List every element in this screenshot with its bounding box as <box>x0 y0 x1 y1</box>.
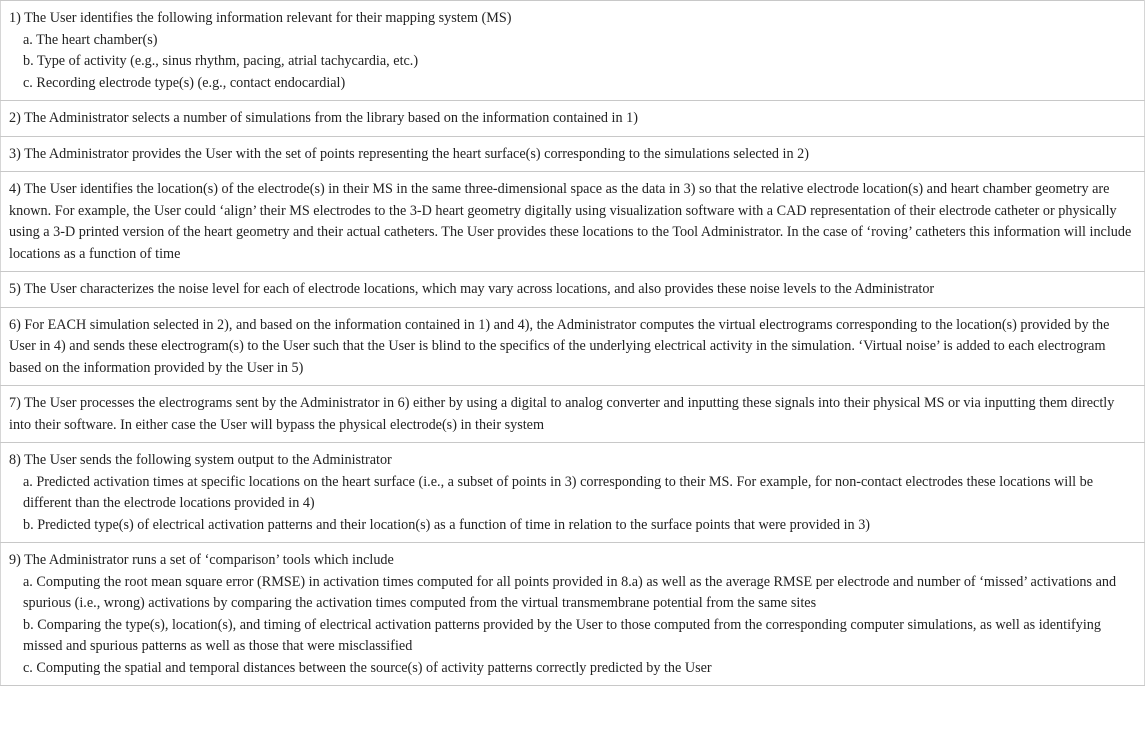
step-cell <box>1 443 1145 543</box>
step-row-8 <box>1 443 1145 543</box>
step-9-text: 9) The Administrator runs a set of ‘comparison’ tools which include <box>9 552 394 568</box>
step-row-3 <box>1 136 1145 172</box>
step-cell <box>1 272 1145 308</box>
step-9c-text: c. Computing the spatial and temporal distances between the source(s) of activity patterns correctly predicted by the User <box>23 659 712 676</box>
step-6-text: 6) For EACH simulation selected in 2), and based on the information contained in 1) and 4), the Administrator computes the virtual electrograms corresponding to the location(s) provided by the User in 4) and sends these electrogram(s) to the User such that the User is blind to the specifics of the underlying electrical activity in the simulation. ‘Virtual noise’ is added to each electrogram based on the information provided by the User in 5) <box>9 316 1110 376</box>
step-cell <box>1 1 1145 101</box>
step-9a-text: a. Computing the root mean square error (RMSE) in activation times computed for all points provided in 8.a) as well as the average RMSE per electrode and number of ‘missed’ activations and spurious (i.e., wrong) activations by comparing the activation times computed from the virtual transmembrane potential from the same sites <box>23 573 1117 611</box>
step-row-5 <box>1 272 1145 308</box>
step-1a-text: a. The heart chamber(s) <box>23 31 158 48</box>
step-row-2 <box>1 101 1145 137</box>
step-2-text: 2) The Administrator selects a number of simulations from the library based on the information contained in 1) <box>9 110 638 126</box>
step-3-text: 3) The Administrator provides the User with the set of points representing the heart surface(s) corresponding to the simulations selected in 2) <box>9 145 809 162</box>
step-cell <box>1 101 1145 137</box>
step-8-text: 8) The User sends the following system output to the Administrator <box>9 452 392 468</box>
step-row-1 <box>1 1 1145 101</box>
step-9b-text: b. Comparing the type(s), location(s), and timing of electrical activation patterns provided by the User to those computed from the corresponding computer simulations, as well as identifying missed and spurious patterns as well as those that were misclassified <box>23 616 1101 654</box>
step-cell <box>1 172 1145 272</box>
step-row-7 <box>1 386 1145 443</box>
step-8a-text: a. Predicted activation times at specific locations on the heart surface (i.e., a subset of points in 3) corresponding to their MS. For example, for non-contact electrodes these locations will be different than the electrode locations provided in 4) <box>23 473 1094 511</box>
step-1c-text: c. Recording electrode type(s) (e.g., contact endocardial) <box>23 74 346 91</box>
step-row-4 <box>1 172 1145 272</box>
step-1-text: 1) The User identifies the following information relevant for their mapping system (MS) <box>9 10 512 26</box>
step-cell <box>1 543 1145 686</box>
step-7-text: 7) The User processes the electrograms sent by the Administrator in 6) either by using a digital to analog converter and inputting these signals into their physical MS or via inputting them directly into their software. In either case the User will bypass the physical electrode(s) in their system <box>9 395 1115 433</box>
step-cell <box>1 136 1145 172</box>
step-8b-text: b. Predicted type(s) of electrical activation patterns and their location(s) as a function of time in relation to the surface points that were provided in 3) <box>23 516 871 533</box>
step-5-text: 5) The User characterizes the noise level for each of electrode locations, which may vary across locations, and also provides these noise levels to the Administrator <box>9 281 935 297</box>
step-cell <box>1 307 1145 386</box>
step-row-6 <box>1 307 1145 386</box>
step-4-text: 4) The User identifies the location(s) of the electrode(s) in their MS in the same three-dimensional space as the data in 3) so that the relative electrode location(s) and heart chamber geometry are known. For example, the User could ‘align’ their MS electrodes to the 3-D heart geometry digitally using visualization software with a CAD representation of their electrode catheter or physically using a 3-D printed version of the heart geometry and their actual catheters. The User provides these locations to the Tool Administrator. In the case of ‘roving’ catheters this information will include locations as a function of time <box>9 181 1132 262</box>
step-cell <box>1 386 1145 443</box>
step-row-9 <box>1 543 1145 686</box>
step-1b-text: b. Type of activity (e.g., sinus rhythm, pacing, atrial tachycardia, etc.) <box>23 53 419 69</box>
